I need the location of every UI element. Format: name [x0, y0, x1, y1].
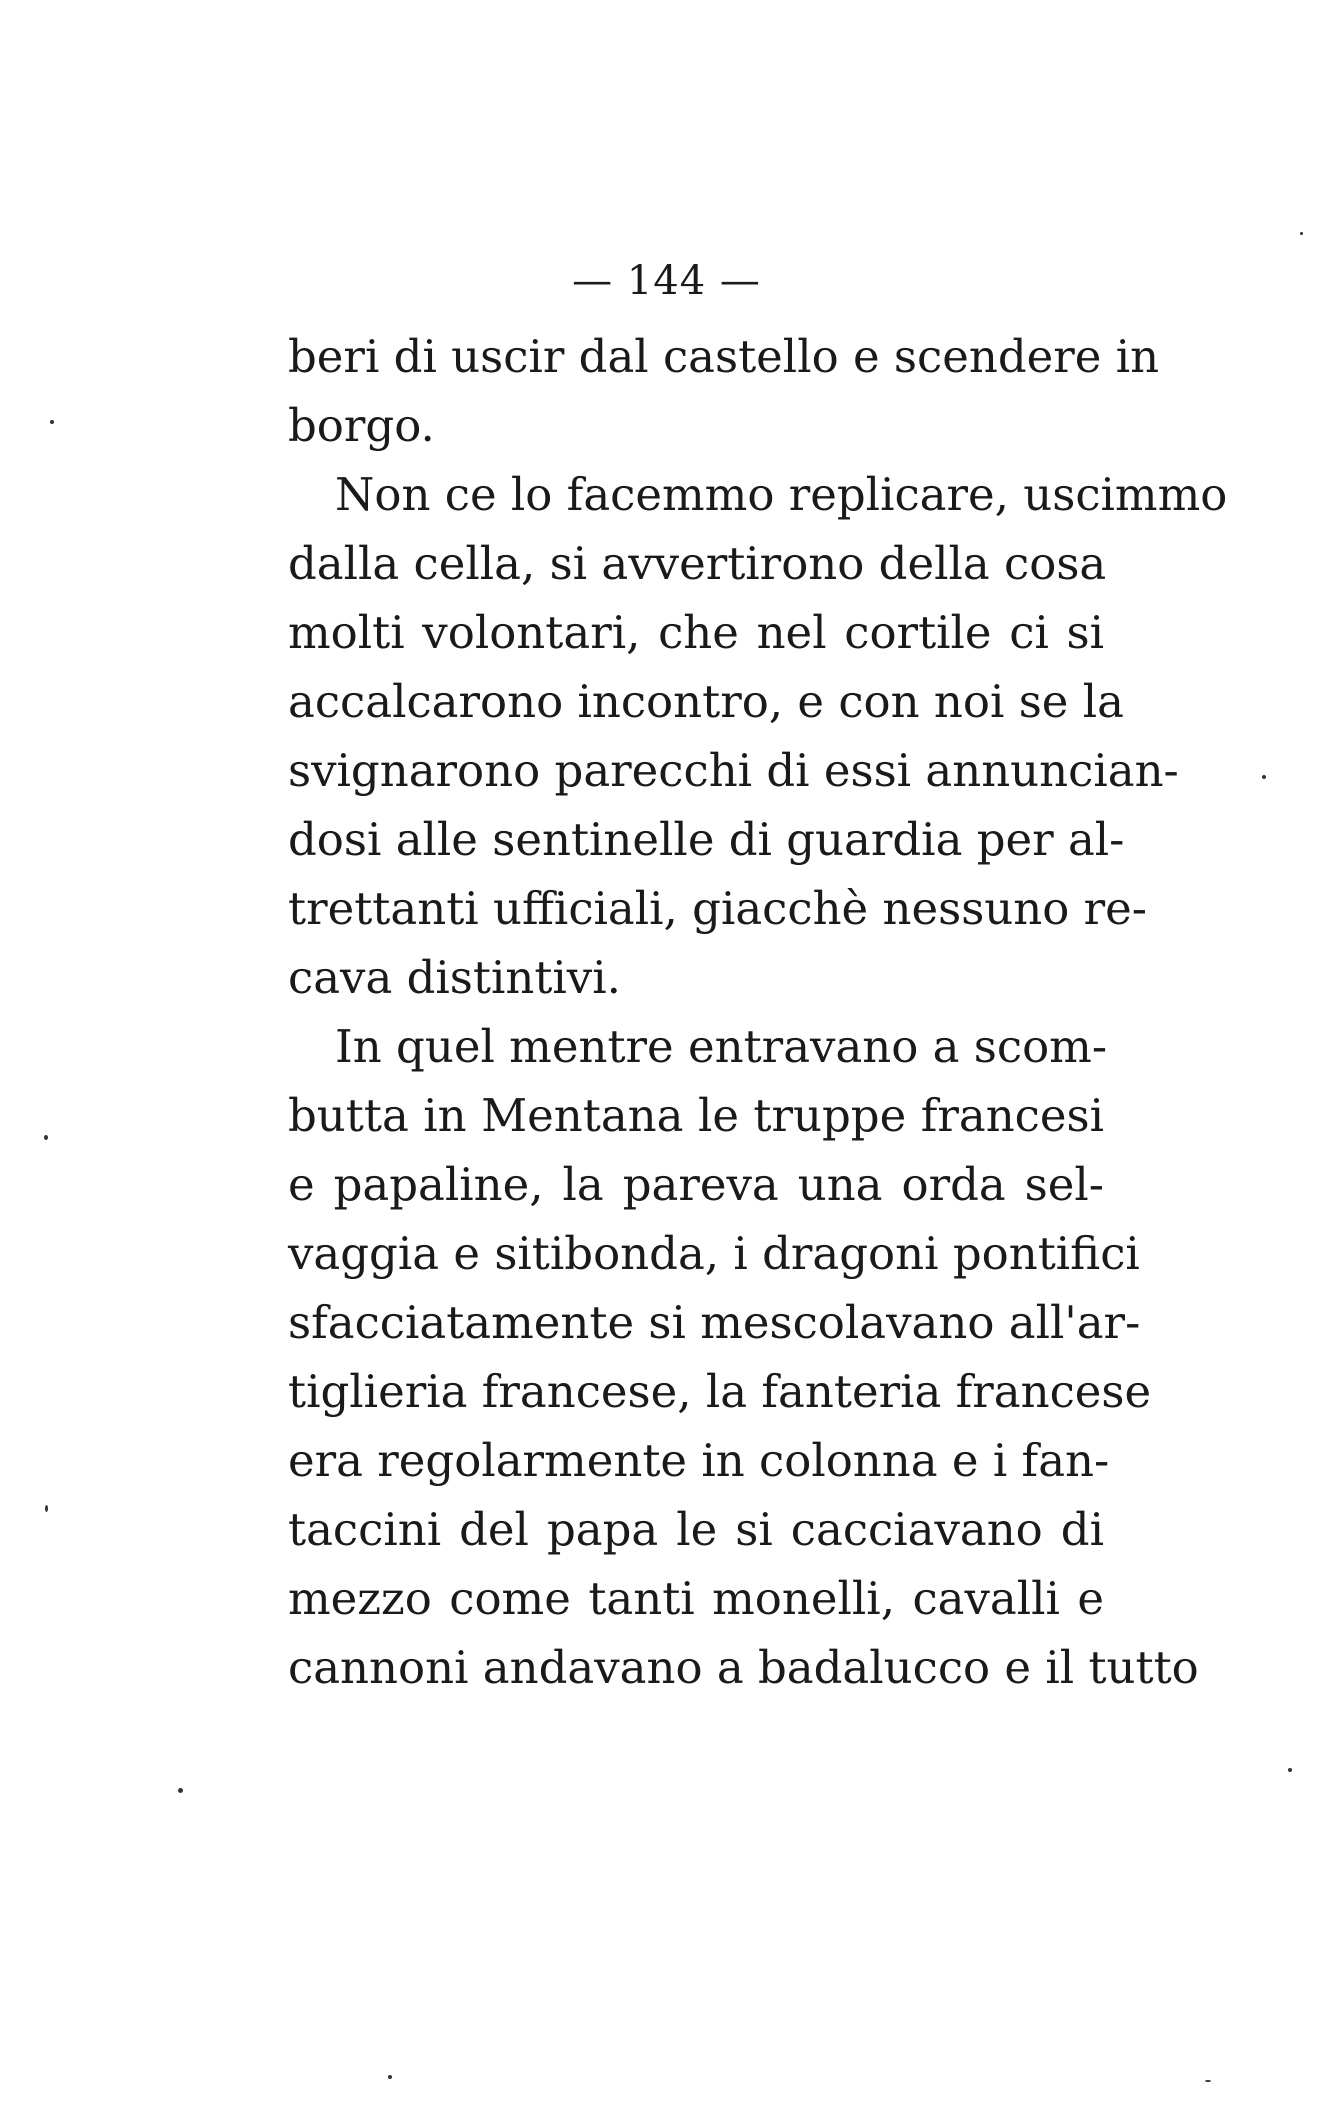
text-line: molti volontari, che nel cortile ci si	[288, 606, 1104, 659]
text-line: trettanti ufficiali, giacchè nessuno re-	[288, 882, 1147, 935]
text-line: dalla cella, si avvertirono della cosa	[288, 537, 1107, 590]
page-number: — 144 —	[572, 258, 761, 304]
text-line: svignarono parecchi di essi annuncian-	[288, 744, 1179, 797]
scan-speck	[50, 420, 54, 424]
text-line: borgo.	[288, 399, 435, 452]
text-line: cava distintivi.	[288, 951, 621, 1004]
scan-speck	[45, 1505, 48, 1512]
text-line: accalcarono incontro, e con noi se la	[288, 675, 1124, 728]
scan-speck	[1288, 1768, 1292, 1772]
text-line: cannoni andavano a badalucco e il tutto	[288, 1641, 1199, 1694]
scan-speck	[1205, 2080, 1211, 2082]
text-line: sfacciatamente si mescolavano all'ar-	[288, 1296, 1141, 1349]
text-line: Non ce lo facemmo replicare, uscimmo	[335, 468, 1228, 521]
body-text	[288, 322, 1228, 1702]
scan-speck	[1262, 775, 1266, 779]
scan-speck	[44, 1135, 48, 1140]
text-line: butta in Mentana le truppe francesi	[288, 1089, 1104, 1142]
text-line: dosi alle sentinelle di guardia per al-	[288, 813, 1125, 866]
text-line: vaggia e sitibonda, i dragoni pontifici	[288, 1227, 1140, 1280]
text-line: era regolarmente in colonna e i fan-	[288, 1434, 1110, 1487]
text-line: tiglieria francese, la fanteria francese	[288, 1365, 1152, 1418]
scan-speck	[388, 2075, 392, 2079]
text-line: beri di uscir dal castello e scendere in	[288, 330, 1160, 383]
text-line: taccini del papa le si cacciavano di	[288, 1503, 1104, 1556]
scan-speck	[1300, 232, 1303, 235]
scan-speck	[178, 1788, 183, 1793]
text-line: In quel mentre entravano a scom-	[335, 1020, 1108, 1073]
text-line: mezzo come tanti monelli, cavalli e	[288, 1572, 1104, 1625]
text-line: e papaline, la pareva una orda sel-	[288, 1158, 1104, 1211]
